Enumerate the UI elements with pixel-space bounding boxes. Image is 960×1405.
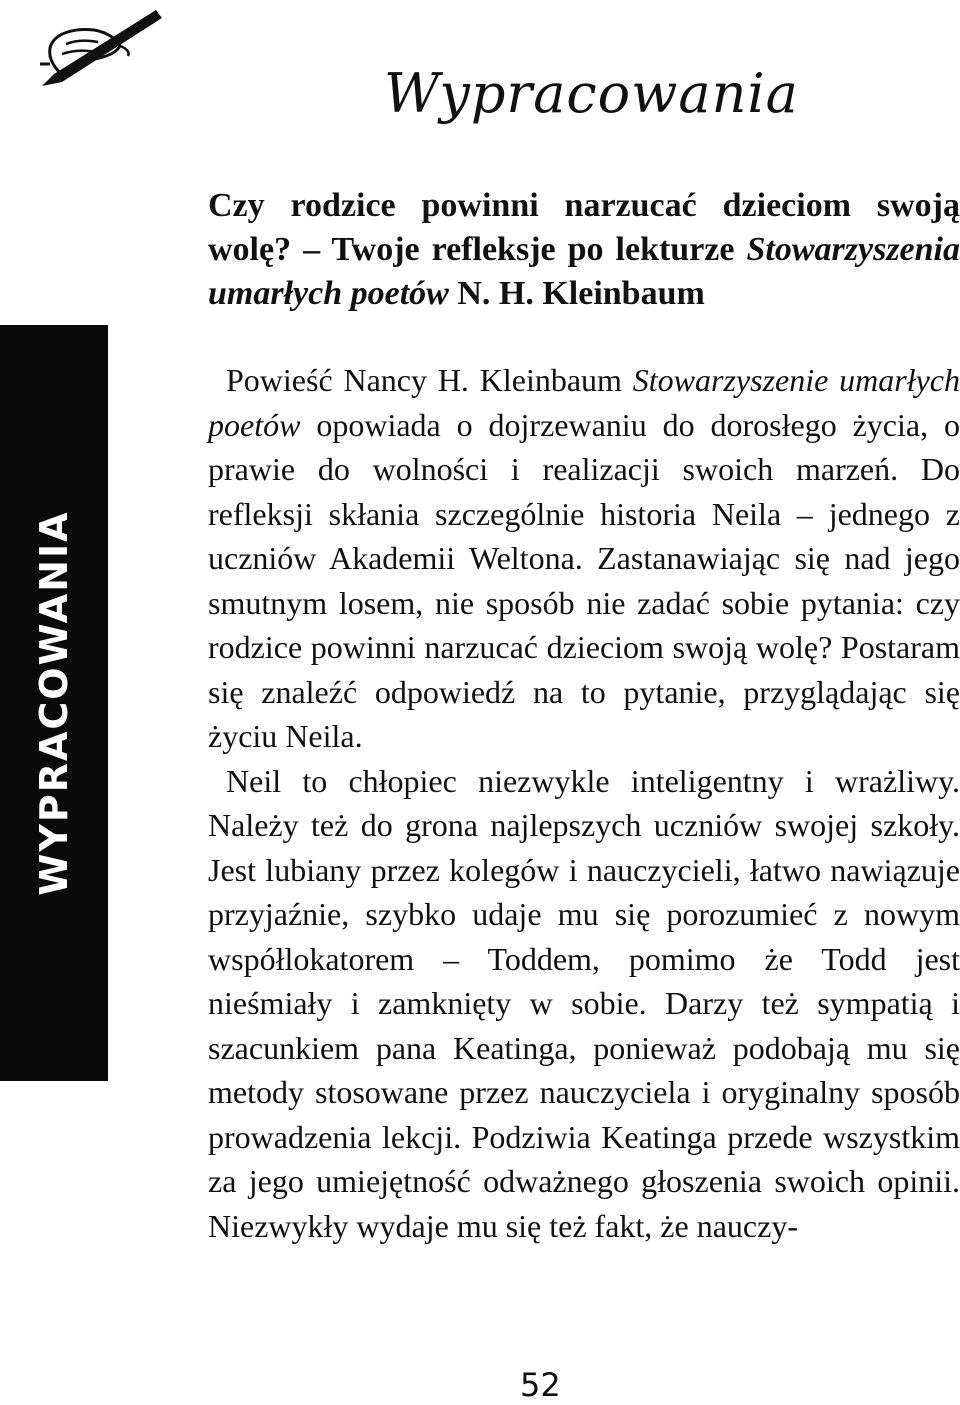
side-tab: [0, 325, 108, 1081]
paragraph-1: [208, 358, 960, 759]
section-title: Wypracowania: [384, 62, 799, 125]
essay-title-part1: Czy rodzice powinni narzucać dzieciom swoją wolę? – Twoje refleksje po lekturze: [208, 187, 960, 268]
essay-body: [208, 358, 960, 1248]
p1-part2: opowiada o dojrzewaniu do dorosłego życia, o prawie do wolności i realizacji swoich marzeń. Do refleksji skłania szczególnie historia Neila – jednego z uczniów Akademii Weltona. Zastanawiając się nad jego smutnym losem, nie sposób nie zadać sobie pytania: czy rodzice powinni narzucać dzieciom swoją wolę? Postaram się znaleźć odpowiedź na to pytanie, przyglądając się życiu Neila.: [208, 406, 960, 754]
essay-title-part2: N. H. Kleinbaum: [448, 275, 705, 312]
side-tab-label: WYPRACOWANIA: [32, 510, 76, 896]
p1-book: Stowarzyszenie umarłych poetów: [208, 362, 960, 443]
page-number: 52: [520, 1366, 561, 1404]
p1-part1: Powieść Nancy H. Kleinbaum: [226, 362, 633, 398]
pen-hand-icon: [36, 4, 166, 88]
essay-title: [208, 184, 960, 316]
essay-title-book: Stowarzyszenia umarłych poetów: [208, 231, 960, 312]
paragraph-2: Neil to chłopiec niezwykle inteligentny i wrażliwy. Należy też do grona najlepszych uczniów swojej szkoły. Jest lubiany przez kolegów i nauczycieli, łatwo nawiązuje przyjaźnie, szybko udaje mu się porozumieć z nowym współlokatorem – Toddem, pomimo że Todd jest nieśmiały i zamknięty w sobie. Darzy też sympatią i szacunkiem pana Keatinga, ponieważ podobają mu się metody stosowane przez nauczyciela i oryginalny sposób prowadzenia lekcji. Podziwia Keatinga przede wszystkim za jego umiejętność odważnego głoszenia swoich opinii. Niezwykły wydaje mu się też fakt, że nauczy-: [208, 762, 960, 1244]
